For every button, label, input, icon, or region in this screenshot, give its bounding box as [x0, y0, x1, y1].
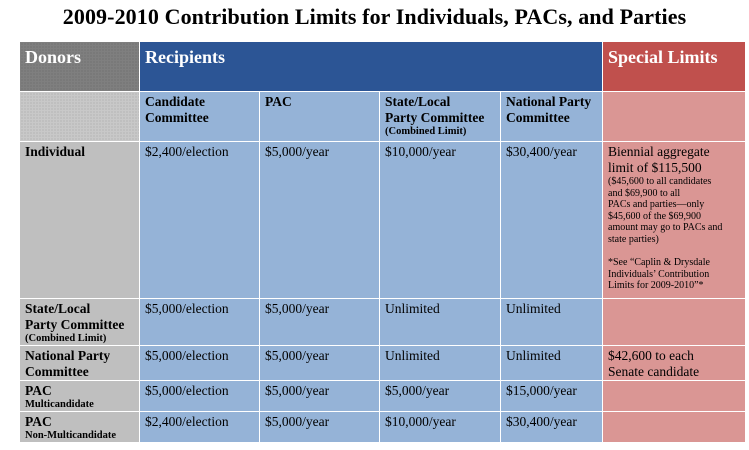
cell-national-special [603, 346, 746, 381]
special-detail-5: amount may go to PACs and [608, 222, 723, 233]
cell-individual-state-local: $10,000/year [380, 142, 501, 299]
cell-state-local-state-local: Unlimited [380, 299, 501, 346]
cell-pac-multi-pac: $5,000/year [260, 381, 380, 412]
cell-pac-multi-candidate: $5,000/election [140, 381, 260, 412]
cell-individual-national: $30,400/year [501, 142, 603, 299]
special-blank-cell [603, 92, 746, 142]
column-header-row [20, 92, 746, 142]
special-aggregate-line2: limit of $115,500 [608, 160, 702, 175]
cell-national-pac: $5,000/year [260, 346, 380, 381]
table-row-state-local [20, 299, 746, 346]
donor-state-local-line1: State/Local [25, 301, 91, 316]
col-candidate-committee [140, 92, 260, 142]
special-senate-line1: $42,600 to each [608, 348, 694, 363]
col-candidate-line2: Committee [145, 110, 209, 125]
table-row-national-party [20, 346, 746, 381]
donor-pac-multi-line1: PAC [25, 383, 52, 398]
cell-national-state-local: Unlimited [380, 346, 501, 381]
page-title: 2009-2010 Contribution Limits for Individuals, PACs, and Parties [62, 4, 687, 29]
cell-state-local-special [603, 299, 746, 346]
col-state-local-line2: Party Committee [385, 110, 485, 125]
donor-national-party [20, 346, 140, 381]
cell-individual-candidate: $2,400/election [140, 142, 260, 299]
cell-individual-pac: $5,000/year [260, 142, 380, 299]
cell-pac-non-multi-special [603, 412, 746, 443]
col-candidate-line1: Candidate [145, 94, 206, 109]
cell-national-national: Unlimited [501, 346, 603, 381]
donor-pac-multi-note: Multicandidate [25, 399, 94, 410]
cell-pac-non-multi-candidate: $2,400/election [140, 412, 260, 443]
special-see-3: Limits for 2009-2010”* [608, 280, 704, 291]
donor-pac-non-multi-note: Non-Multicandidate [25, 430, 117, 441]
cell-state-local-candidate: $5,000/election [140, 299, 260, 346]
cell-individual-special [603, 142, 746, 299]
donor-pac-non-multi-line1: PAC [25, 414, 52, 429]
col-state-local-party [380, 92, 501, 142]
contribution-limits-table [19, 41, 746, 443]
cell-pac-multi-state-local: $5,000/year [380, 381, 501, 412]
cell-national-candidate: $5,000/election [140, 346, 260, 381]
donor-individual: Individual [20, 142, 140, 299]
special-detail-2: and $69,900 to all [608, 187, 681, 199]
special-detail-6: state parties) [608, 233, 659, 245]
cell-pac-multi-special [603, 381, 746, 412]
donor-national-line2: Committee [25, 364, 89, 379]
cell-pac-non-multi-state-local: $10,000/year [380, 412, 501, 443]
donor-pac-non-multicandidate [20, 412, 140, 443]
cell-pac-non-multi-pac: $5,000/year [260, 412, 380, 443]
recipients-header: Recipients [140, 42, 603, 92]
donor-state-local-line2: Party Committee [25, 317, 125, 332]
col-pac: PAC [260, 92, 380, 142]
col-state-local-note: (Combined Limit) [385, 126, 467, 137]
table-row-pac-non-multicandidate [20, 412, 746, 443]
donor-blank-cell [20, 92, 140, 142]
col-national-party [501, 92, 603, 142]
special-see-2: Individuals’ Contribution [608, 268, 710, 280]
special-limits-header: Special Limits [603, 42, 746, 92]
cell-pac-multi-national: $15,000/year [501, 381, 603, 412]
special-detail-1: ($45,600 to all candidates [608, 176, 712, 187]
donor-state-local-note: (Combined Limit) [25, 333, 107, 344]
col-national-line2: Committee [506, 110, 570, 125]
donor-state-local [20, 299, 140, 346]
donor-pac-multicandidate [20, 381, 140, 412]
special-senate-line2: Senate candidate [608, 364, 700, 379]
table-row-pac-multicandidate [20, 381, 746, 412]
special-aggregate-line1: Biennial aggregate [608, 144, 710, 159]
col-state-local-line1: State/Local [385, 94, 451, 109]
donor-national-line1: National Party [25, 348, 111, 363]
cell-state-local-national: Unlimited [501, 299, 603, 346]
donors-header: Donors [20, 42, 140, 92]
header-row [20, 42, 746, 92]
special-see-1: *See “Caplin & Drysdale [608, 257, 710, 268]
cell-state-local-pac: $5,000/year [260, 299, 380, 346]
table-row-individual [20, 142, 746, 299]
special-detail-4: $45,600 of the $69,900 [608, 210, 702, 222]
col-national-line1: National Party [506, 94, 592, 109]
special-detail-3: PACs and parties—only [608, 199, 705, 210]
cell-pac-non-multi-national: $30,400/year [501, 412, 603, 443]
